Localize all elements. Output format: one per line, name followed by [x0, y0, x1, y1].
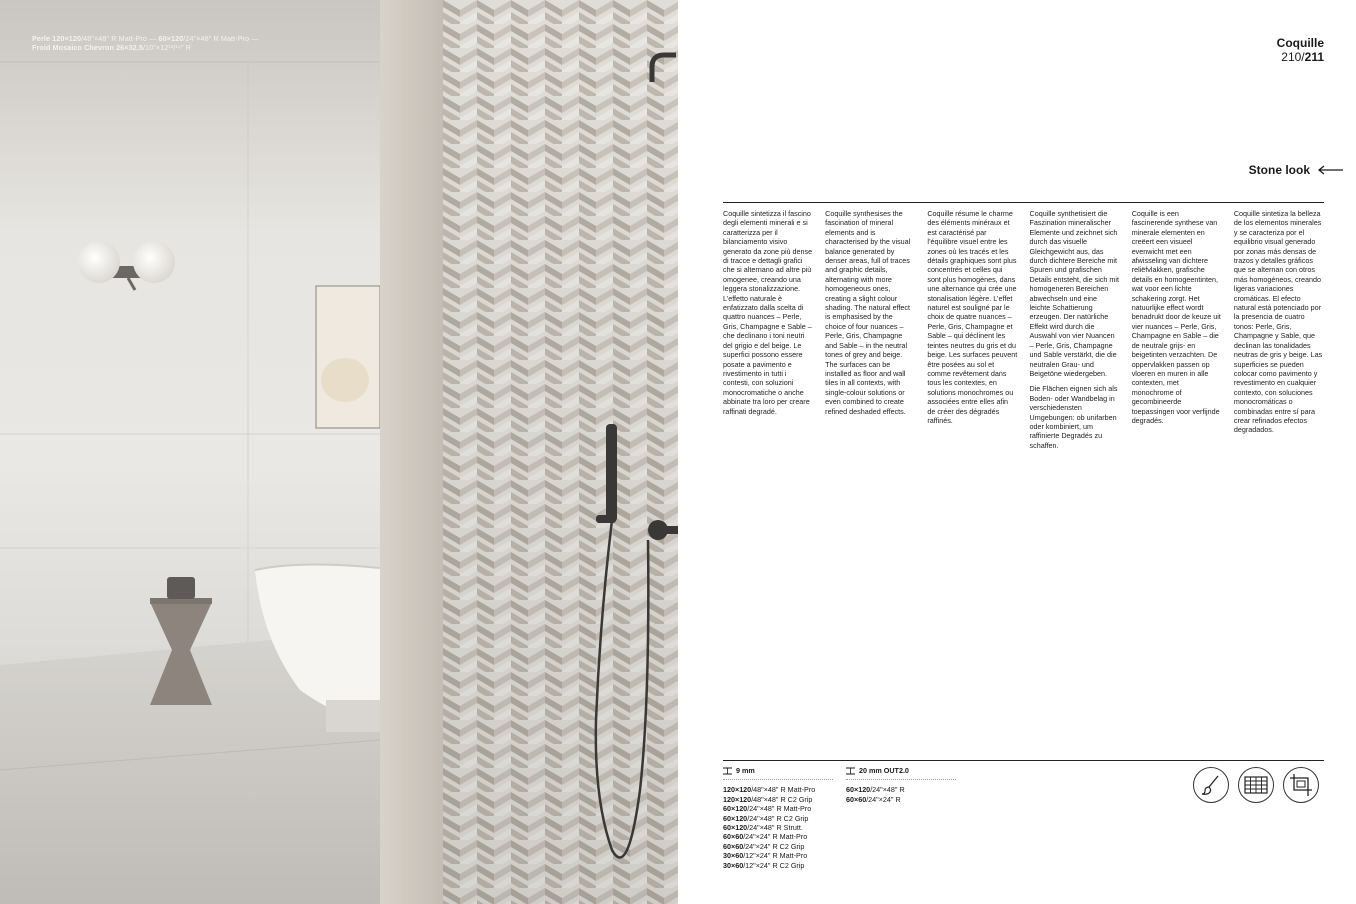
finish: /12"×24" R C2 Grip — [743, 860, 805, 870]
spec-row — [723, 842, 833, 851]
size: 60×120 — [723, 813, 748, 823]
spec-row — [723, 785, 833, 794]
size: 60×120 — [846, 785, 871, 795]
spec-9mm — [723, 766, 833, 870]
finish: /24"×24" R C2 Grip — [743, 841, 805, 851]
paragraph: Coquille résume le charme des éléments minéraux et est caractérisé par l’équilibre visuel entre les zones où les tracés et les détails graphiques sont plus concentrés et celles qui sont plus homogènes, dans une alternance qui crée une stonalisation légère. L’effet naturel est souligné par le choix de quatre nuances – Perle, Gris, Champagne et Sable – qui déclinent les teintes neutres du gris et du beige. Les surfaces peuvent être posées au sol et comme revêtement dans tous les contextes, en solutions monochromes ou associées entre elles afin de créer des dégradés raffinés. — [927, 209, 1018, 425]
caption-line-1 — [32, 34, 259, 43]
description-en — [825, 209, 915, 456]
size: 30×60 — [723, 851, 744, 861]
arrow-left-icon — [1318, 165, 1344, 175]
page-number-left: 210/ — [1281, 50, 1305, 64]
finish: /24"×48" R Strutt. — [747, 823, 803, 833]
caption-spec-3: /10"×12¹³/¹⁶" R — [142, 43, 192, 52]
paragraph: Coquille sintetizza il fascino degli elementi minerali e si caratterizza per il bilanciamento visivo generato da zone più dense di tracce e dettagli grafici che si alternano ad altre più omogenee, creando una leggera stonalizzazione. L’effetto naturale è enfatizzato dalla scelta di quattro nuances – Perle, Gris, Champagne e Sable – che declinano i toni neutri del grigio e del beige. Le superfici possono essere posate a pavimento e rivestimento in tutti i contesti, con soluzioni monocromatiche o anche abbinate tra loro per creare raffinati degradé. — [723, 209, 813, 416]
spec-row — [723, 795, 833, 804]
photo-caption — [32, 34, 259, 52]
spec-row — [723, 832, 833, 841]
paragraph: Coquille sintetiza la belleza de los elementos minerales y se caracteriza por el equilibrio visual generado por zonas más densas de trazos y detalles gráficos que se alternan con otros más homogéneos, creando ligeras variaciones cromáticas. El efecto natural está potenciado por la presencia de cuatro tonos: Perle, Gris, Champagne y Sable, que declinan las tonalidades neutras de gris y beige. Las superficies se pueden colocar como pavimento y revestimento en cualquier contexto, con soluciones monocromáticas o combinadas entre sí para crear refinados efectos degradados. — [1233, 209, 1323, 435]
spec-row — [723, 804, 833, 813]
size: 120×120 — [723, 794, 752, 804]
size: 60×120 — [723, 823, 748, 833]
size: 30×60 — [723, 860, 744, 870]
spec-heading — [846, 766, 956, 780]
size: 120×120 — [723, 785, 752, 795]
section-link-stone-look[interactable] — [1249, 163, 1344, 177]
feature-icons — [1193, 767, 1319, 803]
finish: /12"×24" R Matt-Pro — [743, 851, 808, 861]
brush-icon — [1193, 767, 1229, 803]
finish: /24"×24" R — [866, 794, 901, 804]
description-fr — [927, 209, 1017, 456]
spec-row — [723, 823, 833, 832]
description-es — [1234, 209, 1324, 456]
cut-frame-icon — [1283, 767, 1319, 803]
paragraph: Die Flächen eignen sich als Boden- oder Wandbelag in verschiedensten Umgebungen: ob unifarben oder kombiniert, um raffinierte Degradés zu schaffen. — [1029, 384, 1118, 450]
description-columns — [723, 209, 1324, 456]
size: 60×60 — [723, 832, 744, 842]
top-divider — [723, 202, 1324, 203]
bottom-divider — [723, 760, 1324, 761]
paragraph: Coquille is een fascinerende synthese van minerale elementen en creëert een visueel evenwicht met een afwisseling van dichtere reliëfvlakken, grafische details en homogeentinten, wat voor een lichte schakering zorgt. Het natuurlijke effect wordt benadrukt door de keuze uit vier nuances – Perle, Gris, Champagne en Sable – die de neutrale grijs- en beigetinten verzachten. De oppervlakken passen op vloeren en muren in alle contexten, met monochrome of gecombineerde toepassingen voor verfijnde degradés. — [1131, 209, 1221, 425]
finish: /24"×48" R Matt-Pro — [747, 804, 812, 814]
thickness-icon — [723, 767, 732, 775]
collection-title: Coquille — [1276, 36, 1324, 50]
caption-line-2 — [32, 43, 259, 52]
page-number-right: 211 — [1304, 50, 1324, 64]
description-it — [723, 209, 813, 456]
spec-row — [846, 795, 956, 804]
spec-row — [723, 851, 833, 860]
caption-spec-2: /24"×48" R Matt-Pro — — [183, 34, 259, 43]
size: 60×60 — [723, 841, 744, 851]
finish: /48"×48" R C2 Grip — [751, 794, 813, 804]
thickness-label: 20 mm OUT2.0 — [859, 766, 909, 775]
thickness-icon — [846, 767, 855, 775]
finish: /24"×24" R Matt-Pro — [743, 832, 808, 842]
spec-heading — [723, 766, 833, 780]
finish: /24"×48" R C2 Grip — [747, 813, 809, 823]
description-nl — [1132, 209, 1222, 456]
paragraph: Coquille synthesises the fascination of mineral elements and is characterised by the visual balance generated by denser areas, full of traces and graphic details, alternating with more homogeneous ones, creating a slight colour shading. The natural effect is emphasised by the choice of four nuances – Perle, Gris, Champagne and Sable – in the neutral tones of grey and beige. The surfaces can be installed as floor and wall tiles in all contexts, with single-colour solutions or even combined to create refined deshaded effects. — [825, 209, 911, 416]
finish: /48"×48" R Matt-Pro — [751, 785, 816, 795]
caption-spec-1: /48"×48" R Matt-Pro — — [81, 34, 159, 43]
spec-row — [846, 785, 956, 794]
caption-product-2: 60×120 — [158, 34, 184, 43]
description-de — [1030, 209, 1120, 456]
caption-product-3: Froid Mosaico Chevron 26×32,5 — [32, 43, 143, 52]
size: 60×60 — [846, 794, 867, 804]
section-label: Stone look — [1248, 163, 1310, 177]
thickness-label: 9 mm — [736, 766, 755, 775]
finish: /24"×48" R — [870, 785, 905, 795]
mosaic-grid-icon — [1238, 767, 1274, 803]
spec-row — [723, 861, 833, 870]
spec-row — [723, 814, 833, 823]
caption-product-1: Perle 120×120 — [32, 34, 82, 43]
spec-20mm — [846, 766, 956, 804]
page-numbers — [1281, 50, 1324, 64]
size: 60×120 — [723, 804, 748, 814]
paragraph: Coquille synthetisiert die Faszination mineralischer Elemente und zeichnet sich durch das visuelle Gleichgewicht aus, das durch dichtere Bereiche mit Spuren und grafischen Details entsteht, die sich mit homogeneren Bereichen abwechseln und eine leichte Schattierung erzeugen. Der natürliche Effekt wird durch die Auswahl von vier Nuancen – Perle, Gris, Champagne und Sable verstärkt, die die neutralen Grau- und Beigetöne wiedergeben. — [1029, 209, 1119, 378]
